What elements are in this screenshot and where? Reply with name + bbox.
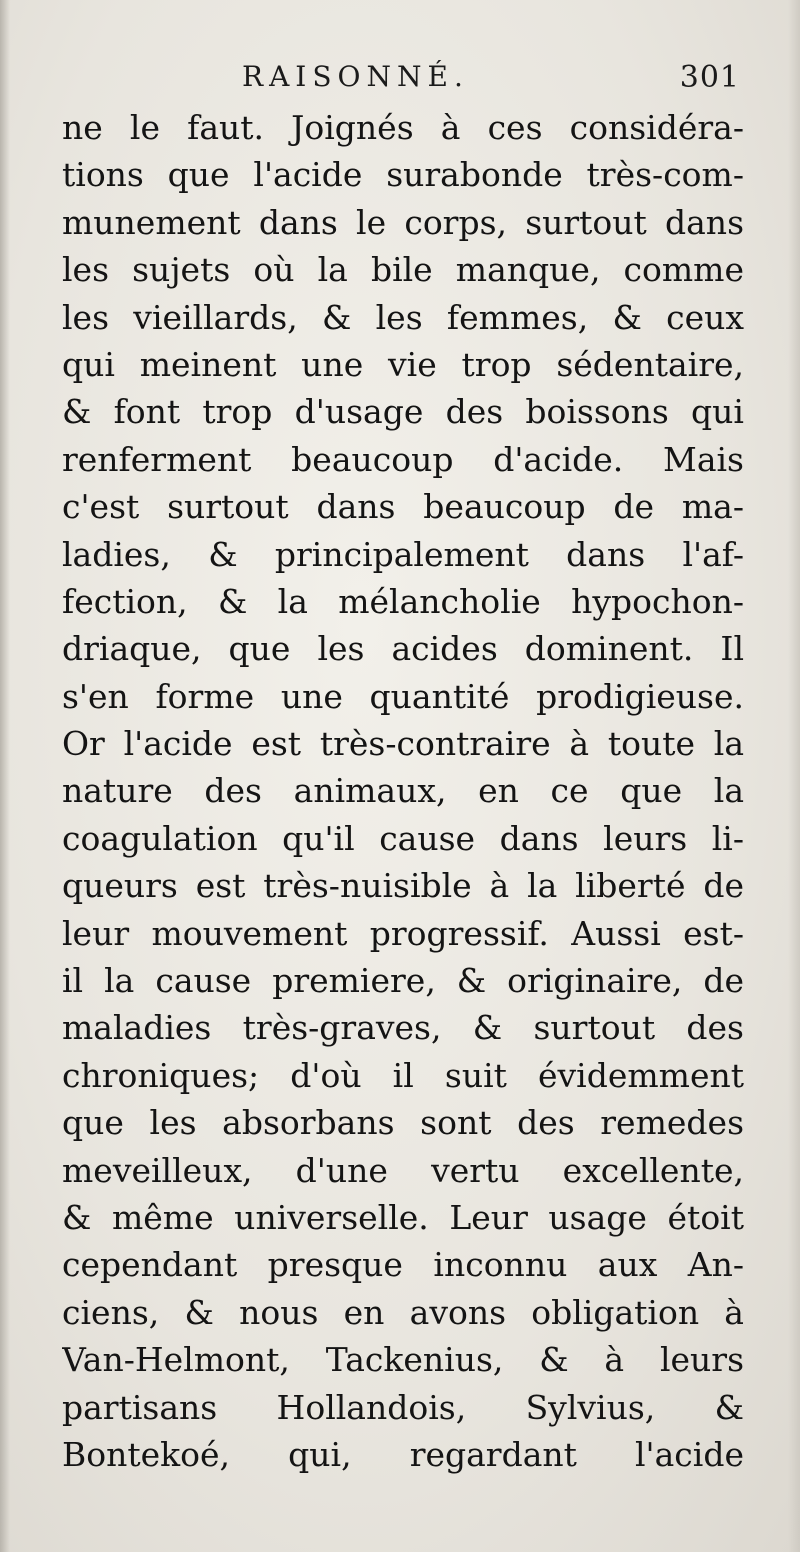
text-line: leur mouvement progressif. Aussi est- xyxy=(62,913,744,953)
running-title: RAISONNÉ. xyxy=(242,60,469,93)
text-line: ne le faut. Joignés à ces considéra- xyxy=(62,108,744,147)
text-line: s'en forme une quantité prodigieuse. xyxy=(62,676,744,716)
text-line: ladies, & principalement dans l'af- xyxy=(62,534,744,574)
text-line: meveilleux, d'une vertu excellente, xyxy=(62,1150,744,1190)
page-left-edge-shadow xyxy=(0,0,10,1552)
text-line: c'est surtout dans beaucoup de ma- xyxy=(62,487,744,527)
text-line: & font trop d'usage des boissons qui xyxy=(62,392,744,432)
page-header xyxy=(62,60,742,100)
text-line: il la cause premiere, & originaire, de xyxy=(62,961,744,1001)
text-line: les vieillards, & les femmes, & ceux xyxy=(62,297,744,337)
page-number: 301 xyxy=(679,60,740,95)
text-line: Van-Helmont, Tackenius, & à leurs xyxy=(62,1340,744,1380)
text-line: driaque, que les acides dominent. Il xyxy=(62,629,744,669)
text-line: fection, & la mélancholie hypochon- xyxy=(62,581,744,621)
text-line: que les absorbans sont des remedes xyxy=(62,1103,744,1143)
text-line: Or l'acide est très-contraire à toute la xyxy=(62,724,744,764)
text-line: chroniques; d'où il suit évidemment xyxy=(62,1055,744,1095)
text-line: Bontekoé, qui, regardant l'acide xyxy=(62,1434,744,1474)
text-line: les sujets où la bile manque, comme xyxy=(62,250,744,290)
body-text xyxy=(62,104,744,1478)
text-line: nature des animaux, en ce que la xyxy=(62,771,744,811)
text-line: queurs est très-nuisible à la liberté de xyxy=(62,866,744,906)
text-line: renferment beaucoup d'acide. Mais xyxy=(62,439,744,479)
text-line: maladies très-graves, & surtout des xyxy=(62,1008,744,1048)
text-line: tions que l'acide surabonde très-com- xyxy=(62,155,744,195)
text-line: munement dans le corps, surtout dans xyxy=(62,202,744,242)
page-right-edge-shadow xyxy=(788,0,800,1552)
text-line: cependant presque inconnu aux An- xyxy=(62,1245,744,1285)
text-line: coagulation qu'il cause dans leurs li- xyxy=(62,818,744,858)
text-line: ciens, & nous en avons obligation à xyxy=(62,1292,744,1332)
text-line: & même universelle. Leur usage étoit xyxy=(62,1197,744,1237)
text-line: qui meinent une vie trop sédentaire, xyxy=(62,344,744,384)
text-line: partisans Hollandois, Sylvius, & xyxy=(62,1387,744,1427)
